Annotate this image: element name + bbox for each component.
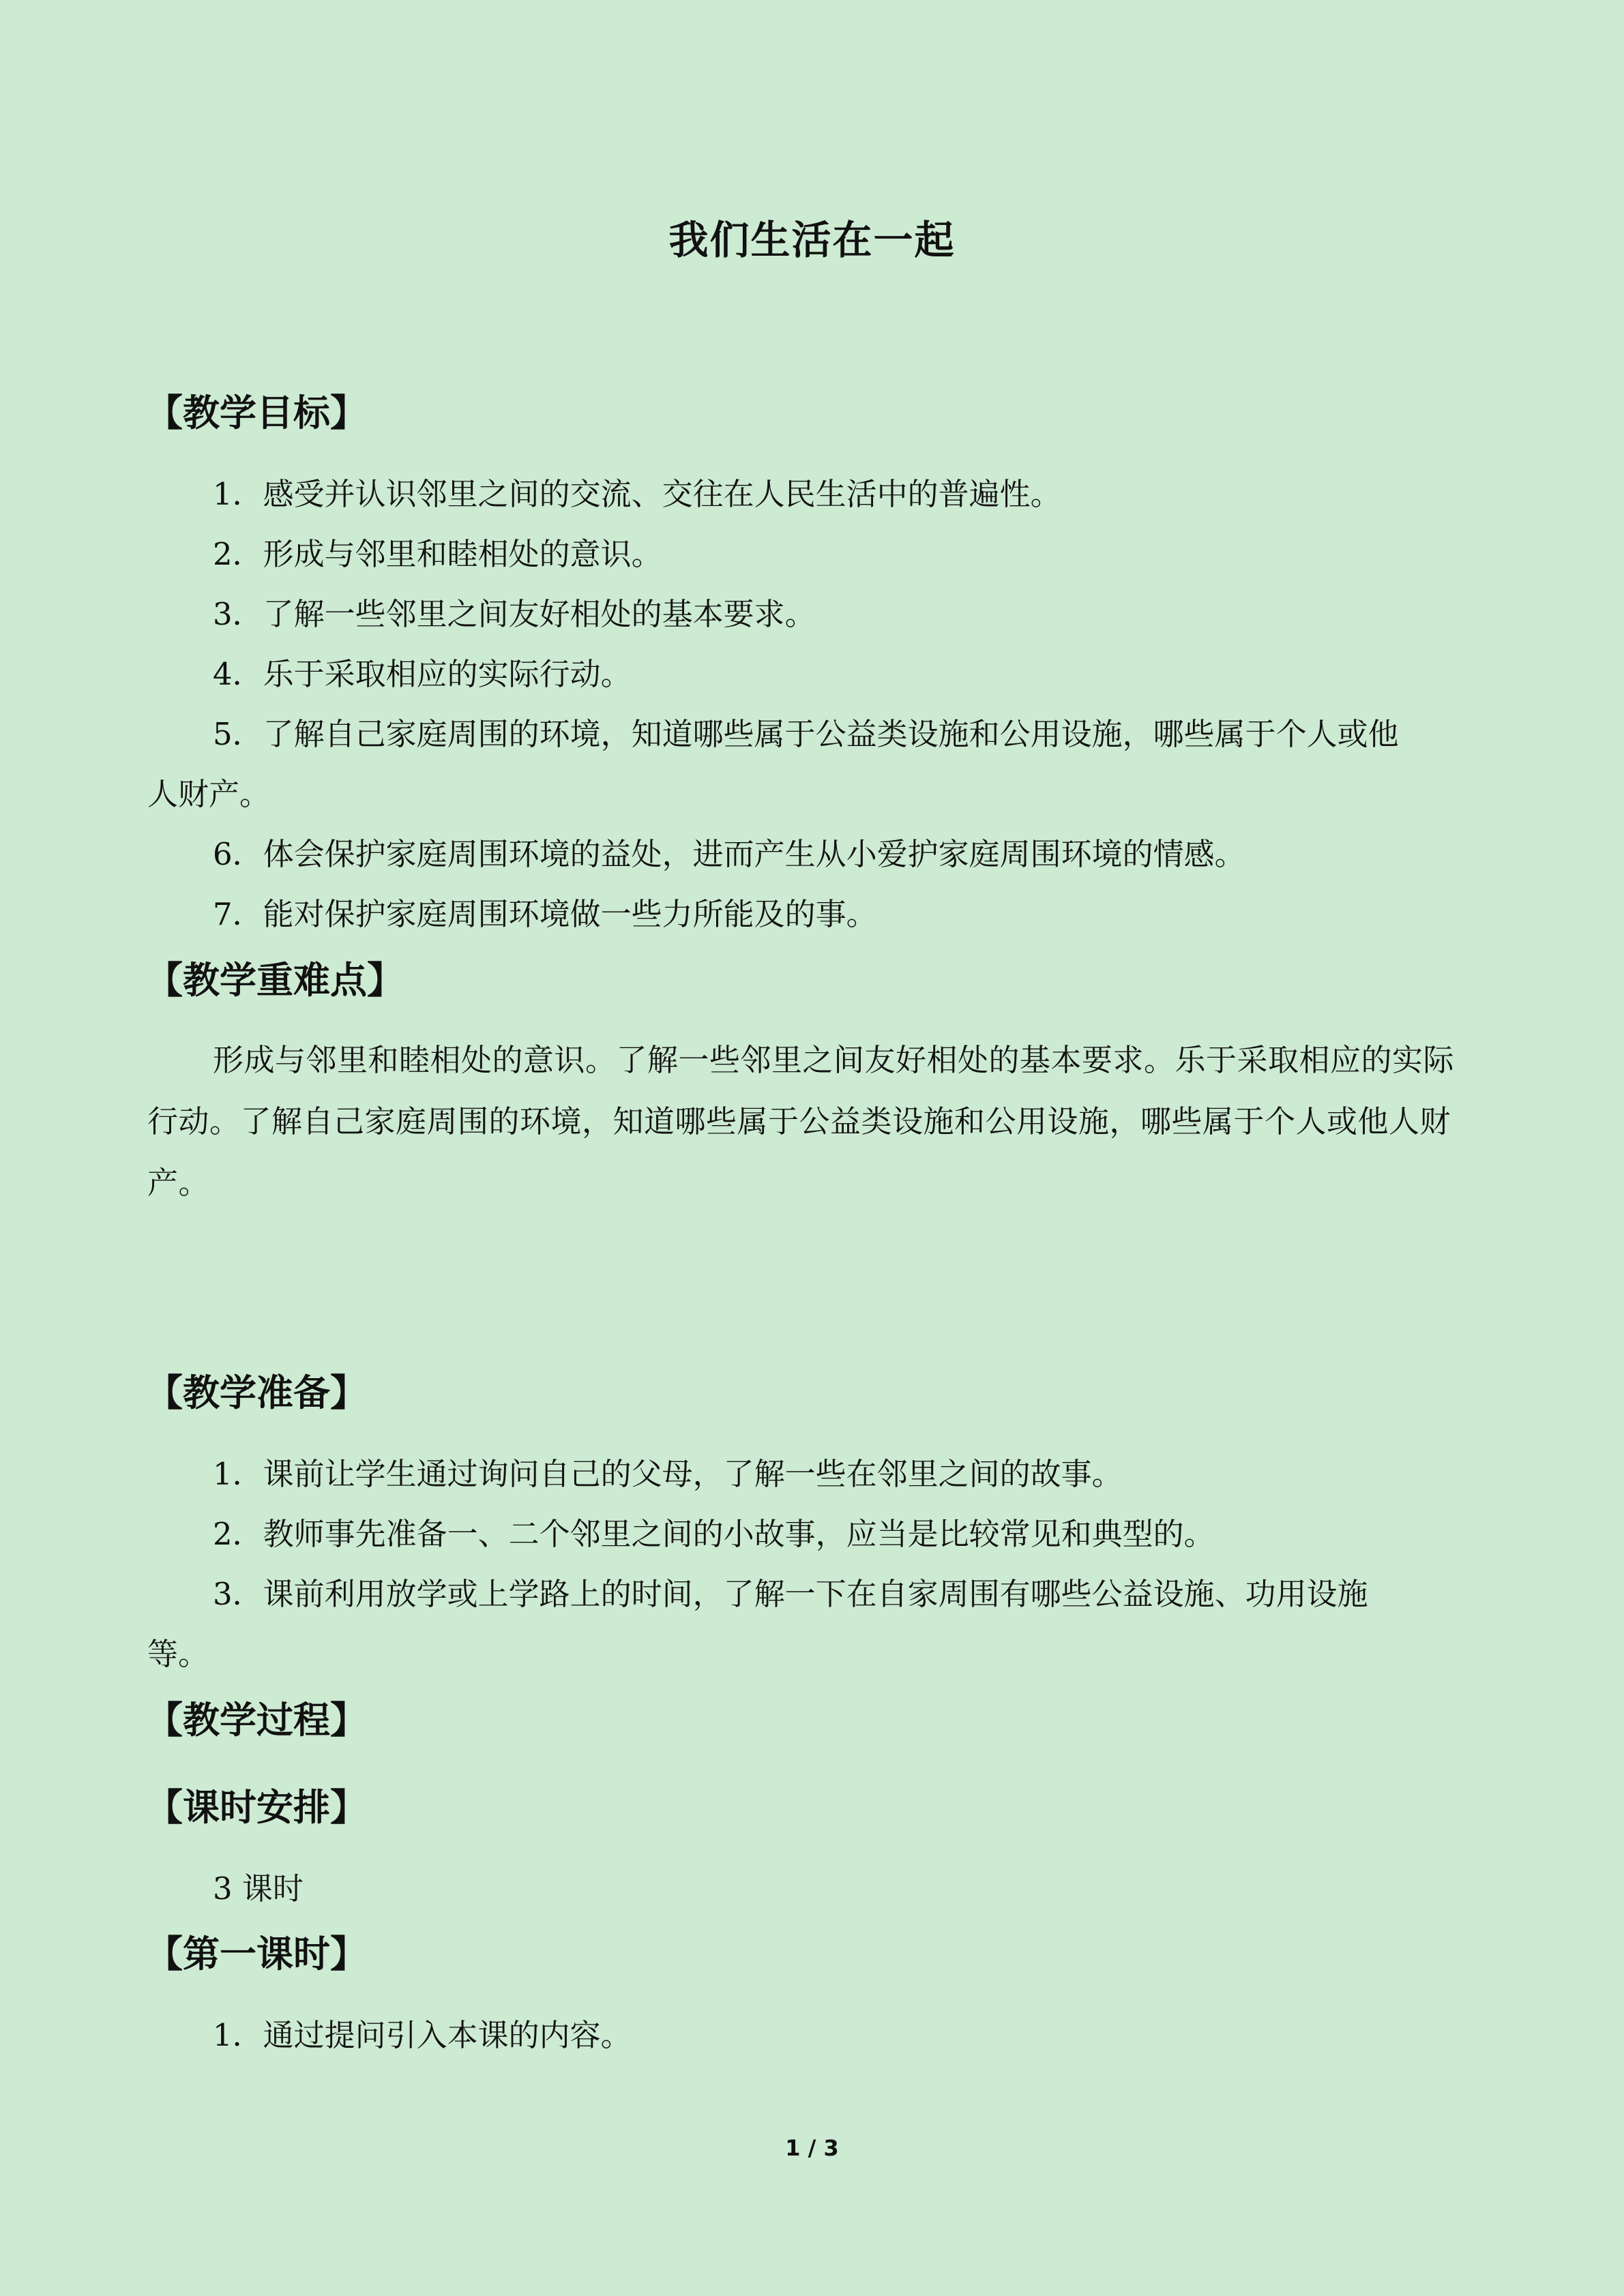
preparation-item-3-continuation: 等。 [147, 1636, 209, 1672]
key-points-paragraph: 形成与邻里和睦相处的意识。了解一些邻里之间友好相处的基本要求。乐于采取相应的实际行动。了解自己家庭周围的环境，知道哪些属于公益类设施和公用设施，哪些属于个人或他人财产。 [147, 1042, 1455, 1201]
objective-item-1: 1．感受并认识邻里之间的交流、交往在人民生活中的普遍性。 [213, 476, 1061, 512]
section-heading-first-lesson: 【第一课时】 [146, 1933, 367, 1976]
first-lesson-item-1: 1．通过提问引入本课的内容。 [213, 2017, 632, 2053]
section-heading-schedule: 【课时安排】 [146, 1786, 367, 1829]
objective-item-7: 7．能对保护家庭周围环境做一些力所能及的事。 [213, 896, 877, 932]
preparation-item-2: 2．教师事先准备一、二个邻里之间的小故事，应当是比较常见和典型的。 [213, 1516, 1215, 1552]
section-heading-process: 【教学过程】 [146, 1699, 367, 1742]
section-heading-preparation: 【教学准备】 [146, 1371, 367, 1414]
objective-item-5: 5．了解自己家庭周围的环境，知道哪些属于公益类设施和公用设施，哪些属于个人或他 [213, 716, 1399, 752]
document-title: 我们生活在一起 [668, 217, 956, 263]
preparation-item-3: 3．课前利用放学或上学路上的时间，了解一下在自家周围有哪些公益设施、功用设施 [213, 1576, 1368, 1612]
section-heading-objectives: 【教学目标】 [146, 391, 367, 434]
page-number: 1 / 3 [785, 2135, 839, 2161]
objective-item-4: 4．乐于采取相应的实际行动。 [213, 656, 632, 692]
objective-item-5-continuation: 人财产。 [147, 776, 271, 812]
objective-item-3: 3．了解一些邻里之间友好相处的基本要求。 [213, 596, 816, 632]
objective-item-6: 6．体会保护家庭周围环境的益处，进而产生从小爱护家庭周围环境的情感。 [213, 836, 1245, 872]
section-heading-key-points: 【教学重难点】 [146, 959, 404, 1002]
preparation-item-1: 1．课前让学生通过询问自己的父母，了解一些在邻里之间的故事。 [213, 1456, 1123, 1492]
schedule-text: 3 课时 [213, 1870, 304, 1907]
objective-item-2: 2．形成与邻里和睦相处的意识。 [213, 536, 662, 572]
